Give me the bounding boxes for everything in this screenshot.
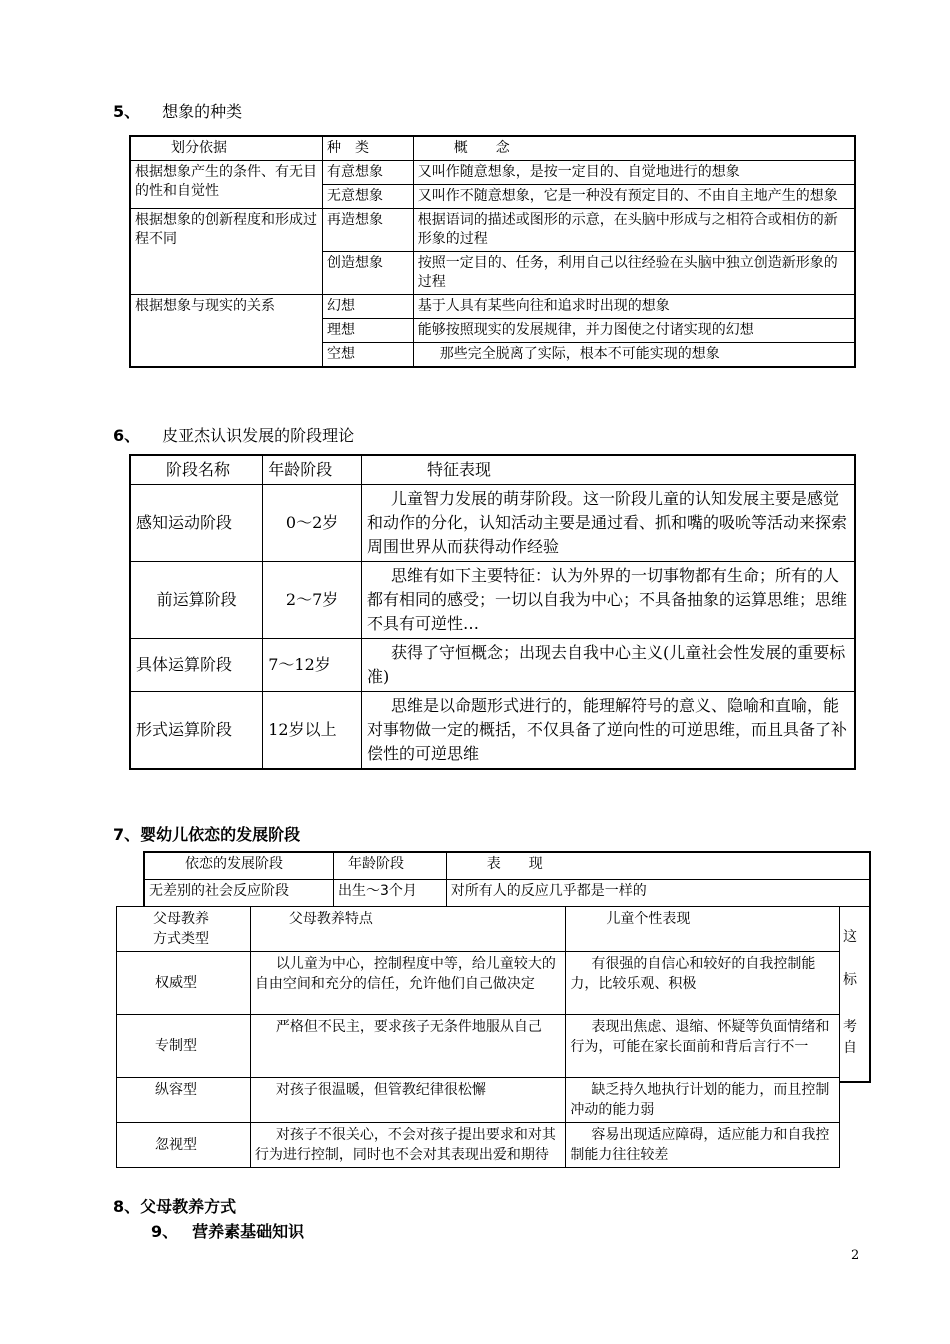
hidden-text-fragment: 自 (843, 1040, 857, 1056)
hidden-text-fragment: 这 (843, 929, 857, 945)
trait-cell: 以儿童为中心，控制程度中等，给儿童较大的自由空间和充分的信任，允许他们自己做决定 (250, 952, 566, 1015)
age-cell: 7～12岁 (263, 639, 362, 692)
section-5-title: 想象的种类 (162, 102, 243, 121)
concept-cell: 基于人具有某些向往和追求时出现的想象 (413, 295, 855, 319)
concept-cell: 能够按照现实的发展规律，并力图使之付诸实现的幻想 (413, 319, 855, 343)
section-5-heading (113, 99, 242, 122)
desc-cell: 获得了守恒概念；出现去自我中心主义(儿童社会性发展的重要标准) (361, 639, 855, 692)
section-6-title: 认识发展的阶段理论 (210, 426, 355, 445)
header-cell: 表 现 (446, 852, 870, 880)
age-cell: 12岁以上 (263, 692, 362, 770)
age-cell: 2～7岁 (263, 562, 362, 639)
type-cell: 有意想象 (323, 161, 414, 185)
child-cell: 表现出焦虑、退缩、怀疑等负面情绪和行为，可能在家长面前和背后言行不一 (566, 1015, 840, 1078)
table-row (130, 161, 855, 185)
concept-cell: 那些完全脱离了实际，根本不可能实现的想象 (413, 343, 855, 368)
basis-cell: 根据想象产生的条件、有无目的性和自觉性 (130, 161, 323, 209)
section-7-heading: 7、婴幼儿依恋的发展阶段 (113, 825, 301, 844)
page-number: 2 (851, 1248, 860, 1263)
type-cell: 无意想象 (323, 185, 414, 209)
stage-name-cell: 具体运算阶段 (130, 639, 263, 692)
header-cell: 年龄阶段 (334, 852, 447, 880)
type-cell: 再造想象 (323, 209, 414, 252)
basis-cell: 根据想象的创新程度和形成过程不同 (130, 209, 323, 295)
table-header-row (117, 907, 840, 952)
trait-cell: 对孩子不很关心，不会对孩子提出要求和对其行为进行控制，同时也不会对其表现出爱和期待 (250, 1123, 566, 1168)
concept-cell: 根据语词的描述或图形的示意，在头脑中形成与之相符合或相仿的新形象的过程 (413, 209, 855, 252)
type-cell: 空想 (323, 343, 414, 368)
header-cell: 划分依据 (130, 136, 323, 161)
style-type-cell: 纵容型 (117, 1078, 251, 1123)
table-row (130, 209, 855, 252)
table-row (117, 1078, 840, 1123)
header-cell: 阶段名称 (130, 455, 263, 485)
header-cell: 父母教养 方式类型 (117, 907, 251, 952)
header-cell: 父母教养特点 (250, 907, 566, 952)
table-row (130, 485, 855, 562)
desc-cell: 思维是以命题形式进行的，能理解符号的意义、隐喻和直喻，能对事物做一定的概括，不仅具备了逆向性的可逆思维，而且具备了补偿性的可逆思维 (361, 692, 855, 770)
style-type-cell: 权威型 (117, 952, 251, 1015)
desc-cell: 对所有人的反应几乎都是一样的 (446, 880, 870, 907)
table-header-row (130, 455, 855, 485)
concept-cell: 又叫作不随意想象，它是一种没有预定目的、不由自主地产生的想象 (413, 185, 855, 209)
type-cell: 理想 (323, 319, 414, 343)
stage-cell: 无差别的社会反应阶段 (144, 880, 334, 907)
parenting-styles-table (116, 906, 840, 1168)
section-6-heading (113, 423, 354, 446)
child-cell: 有很强的自信心和较好的自我控制能力，比较乐观、积极 (566, 952, 840, 1015)
table-header-row (130, 136, 855, 161)
header-cell: 种 类 (323, 136, 414, 161)
section-8-heading: 8、父母教养方式 (113, 1197, 237, 1216)
table-header-row (144, 852, 870, 880)
age-cell: 出生～3个月 (334, 880, 447, 907)
concept-cell: 按照一定目的、任务，利用自己以往经验在头脑中独立创造新形象的过程 (413, 252, 855, 295)
section-6-title-name: 皮亚杰 (162, 426, 211, 445)
hidden-text-fragment: 考 (843, 1019, 857, 1035)
basis-cell: 根据想象与现实的关系 (130, 295, 323, 368)
header-cell: 概 念 (413, 136, 855, 161)
trait-cell: 严格但不民主，要求孩子无条件地服从自己 (250, 1015, 566, 1078)
trait-cell: 对孩子很温暖，但管教纪律很松懈 (250, 1078, 566, 1123)
stage-name-cell: 前运算阶段 (130, 562, 263, 639)
imagination-types-table (129, 135, 856, 368)
desc-cell: 思维有如下主要特征：认为外界的一切事物都有生命；所有的人都有相同的感受；一切以自我为中心；不具备抽象的运算思维；思维不具有可逆性… (361, 562, 855, 639)
section-9-number: 9、 (151, 1222, 179, 1241)
table-row (130, 295, 855, 319)
table-row (144, 880, 870, 907)
type-cell: 创造想象 (323, 252, 414, 295)
table-row (130, 639, 855, 692)
header-cell: 儿童个性表现 (566, 907, 840, 952)
hidden-text-fragment: 标 (843, 972, 857, 988)
child-cell: 容易出现适应障碍，适应能力和自我控制能力往往较差 (566, 1123, 840, 1168)
style-type-cell: 忽视型 (117, 1123, 251, 1168)
concept-cell: 又叫作随意想象，是按一定目的、自觉地进行的想象 (413, 161, 855, 185)
table-row (130, 692, 855, 770)
header-cell: 年龄阶段 (263, 455, 362, 485)
table-row (117, 1123, 840, 1168)
section-6-number: 6、 (113, 426, 141, 445)
table-row (117, 1015, 840, 1078)
header-cell: 依恋的发展阶段 (144, 852, 334, 880)
section-5-number: 5、 (113, 102, 141, 121)
child-cell: 缺乏持久地执行计划的能力，而且控制冲动的能力弱 (566, 1078, 840, 1123)
type-cell: 幻想 (323, 295, 414, 319)
piaget-stages-table (129, 454, 856, 770)
stage-name-cell: 形式运算阶段 (130, 692, 263, 770)
section-9-title: 营养素基础知识 (192, 1222, 305, 1241)
table-row (130, 562, 855, 639)
section-9-heading (151, 1219, 304, 1242)
stage-name-cell: 感知运动阶段 (130, 485, 263, 562)
table-row (117, 952, 840, 1015)
desc-cell: 儿童智力发展的萌芽阶段。这一阶段儿童的认知发展主要是感觉和动作的分化，认知活动主要是通过看、抓和嘴的吸吮等活动来探索周围世界从而获得动作经验 (361, 485, 855, 562)
style-type-cell: 专制型 (117, 1015, 251, 1078)
header-cell: 特征表现 (361, 455, 855, 485)
age-cell: 0～2岁 (263, 485, 362, 562)
